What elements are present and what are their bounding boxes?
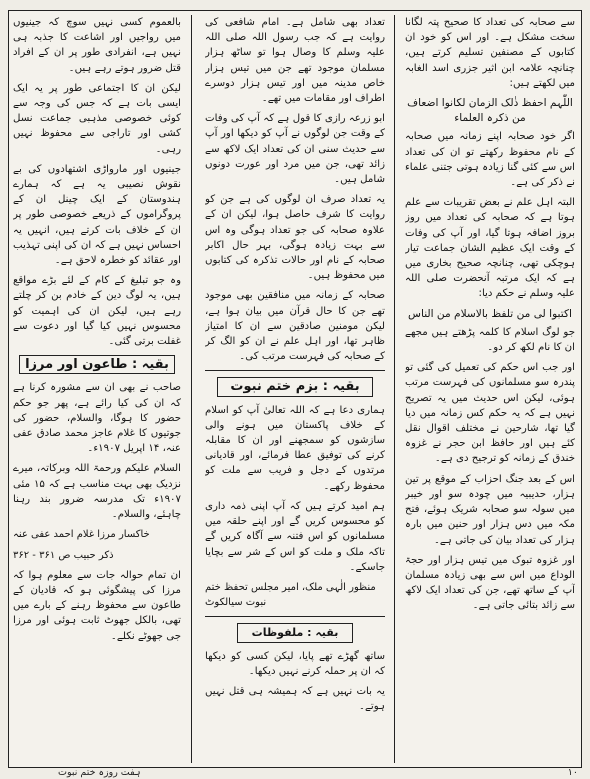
paragraph: تعداد بھی شامل ہے۔ امام شافعی کی روایت ہے کہ جب رسول اللہ صلی اللہ علیہ وسلم کا وصال ہوا تو ساٹھ ہزار مسلمان موجود تھے جن میں تیس ہزار خاص مدینہ میں اور تیس ہزار دوسرے اطراف اور مقامات میں تھے۔	[205, 17, 385, 105]
arabic-quote: اکتبوا لی من تلفظ بالاسلام من الناس	[408, 307, 572, 320]
paragraph: یہ تعداد صرف ان لوگوں کی ہے جن کو روایت کا شرف حاصل ہوا، لیکن ان کے علاوہ صحابہ کی جو تعداد ہوگی وہ اس سے بہت زیادہ ہوگی، بہر حال اکابر صحابہ کے نام اور حالات تذکرہ کی کتابوں میں محفوظ ہیں۔	[205, 194, 385, 282]
paragraph: السلام علیکم ورحمۃ اللہ وبرکاتہ، میرے نزدیک بھی بہت مناسب ہے کہ ۱۵ مئی ۱۹۰۷ء تک مدرسہ ضرور بند رہنا چاہئے، والسلام۔	[13, 463, 181, 521]
paragraph: ہم امید کرتے ہیں کہ آپ اپنی ذمہ داری کو محسوس کریں گے اور اپنے حلقہ میں مسلمانوں کو اس فتنہ سے آگاہ کریں گے تاکہ ملک و ملت کو اس کے شر سے بچایا جاسکے۔	[205, 500, 385, 573]
paragraph: جو لوگ اسلام کا کلمہ پڑھتے ہیں مجھے ان کا نام لکھ کر دو۔	[405, 326, 575, 354]
paragraph: جینیوں اور مارواڑی اشتھادوں کی بے نقوش نصیبی یہ ہے کہ ہمارے ہندوستان کے ایک چینل ان کے پروگراموں کے ذریعے خصوصی طور پر ان کے خلاف بات کرتے ہیں، انہیں یہ احساس نہیں ہے کہ ان کی اپنی تہذیب اور عقائد کو خطرہ لاحق ہے۔	[13, 163, 181, 267]
paragraph: ابو زرعہ رازی کا قول ہے کہ آپ کی وفات کے وقت جن لوگوں نے آپ کو دیکھا اور آپ سے حدیث سنی ان کی تعداد ایک لاکھ سے زائد تھی، جن میں مرد اور عورت دونوں شامل ہیں۔	[205, 113, 385, 186]
column-divider	[394, 15, 395, 763]
paragraph: بالعموم کسی نہیں سوچ کہ جینیوں میں رواجیں اور اشاعت کا جذبہ ہی نہیں ہے، انفرادی طور پر ان کے افراد قتل ضرور ہوتے رہے ہیں۔	[13, 17, 181, 74]
paragraph: یہ بات نہیں ہے کہ ہمیشہ ہی قتل نہیں ہوتے۔	[205, 685, 385, 713]
column-divider	[191, 15, 192, 763]
reference: ذکر حبیب ص ۳۶۱ - ۳۶۲	[13, 549, 114, 561]
section-heading-taoon: بقیہ : طاعون اور مرزا	[19, 355, 175, 374]
publication-name: ہفت روزہ ختم نبوت	[58, 767, 141, 778]
arabic-quote: اللّٰہم احفظ ذٰلک الزمان لکانوا اضعاف من ذکرہ العلماء	[407, 97, 573, 125]
paragraph: ان تمام حوالہ جات سے معلوم ہوا کہ مرزا کی پیشگوئی ہو کہ قادیان کے طاعون سے محفوظ رہنے کے بارے میں تھی، بالکل جھوٹ ثابت ہوئی اور مرزا جی جھوٹے نکلے۔	[13, 569, 181, 642]
section-heading-bazm: بقیہ : بزم ختم نبوت	[217, 377, 373, 396]
paragraph: البتہ اہل علم نے بعض تقریبات سے علم ہوتا ہے کہ صحابہ کی تعداد میں روز بروز اضافہ ہوتا گیا، اور آپ کی وفات کے وقت ایک عظیم الشان جماعت تیار ہوچکی تھی، چنانچہ صحیح بخاری میں ہے کہ ایک مرتبہ آنحضرت صلی اللہ علیہ وسلم نے حکم دیا:	[405, 197, 575, 300]
paragraph: صاحب نے بھی ان سے مشورہ کرنا ہے کہ ان کی کیا رائے ہے، پھر جو حکم حضور کا ہوگا، والسلام، حضور کی جوتیوں کا غلام عاجز محمد صادق عفی عنہ، ۱۴ اپریل ۱۹۰۷ء۔	[13, 382, 181, 455]
paragraph: اگر خود صحابہ اپنے زمانہ میں صحابہ کے نام محفوظ رکھتے تو ان کی تعداد اس سے کئی گنا زیادہ ہوتی جتنی علماء نے ذکر کی ہے۔	[405, 131, 575, 189]
signature: منظور الٰہی ملک، امیر مجلس تحفظ ختم نبوت سیالکوٹ	[205, 581, 376, 609]
page-frame	[8, 10, 582, 768]
paragraph: صحابہ کے زمانہ میں منافقین بھی موجود تھے جن کا حال قرآن میں بیان ہوا ہے، لیکن مومنین صادقین سے ان کا امتیاز ظاہر تھا، اور اہل علم نے ان کو الگ کر کے صحابہ کی فہرست مرتب کی۔	[205, 290, 385, 363]
section-heading-malfoozat: بقیہ : ملفوظات	[237, 623, 353, 642]
section-divider	[205, 616, 385, 617]
left-column	[13, 15, 181, 763]
paragraph: اور غزوہ تبوک میں تیس ہزار اور حجۃ الوداع میں اس سے بھی زیادہ مسلمان آپ کے ساتھ تھے، جن کی تعداد ایک لاکھ سے زائد بتائی جاتی ہے۔	[405, 554, 575, 612]
right-column	[405, 15, 575, 763]
paragraph: وہ جو تبلیغ کے کام کے لئے بڑے مواقع ہیں، یہ لوگ دین کے خادم بن کر چلتے رہے ہیں، لیکن ان کی اہمیت کو محسوس نہیں کیا گیا اور دعوت سے غفلت برتی گئی۔	[13, 275, 181, 348]
signature: خاکسار مرزا غلام احمد عفی عنہ	[13, 529, 150, 541]
paragraph: سے صحابہ کی تعداد کا صحیح پتہ لگانا سخت مشکل ہے۔ اور اس کو خود ان کتابوں کے مصنفین تسلیم کرتے ہیں، چنانچہ علامہ ابن اثیر جزری اسد الغابہ میں لکھتے ہیں:	[405, 17, 575, 89]
section-divider	[205, 370, 385, 371]
paragraph: اور جب اس حکم کی تعمیل کی گئی تو پندرہ سو مسلمانوں کی فہرست مرتب ہوئی، لیکن اس حدیث میں یہ تصریح نہیں ہے کہ یہ حکم کس زمانہ میں دیا گیا تھا، شارحین نے مختلف اقوال نقل کئے ہیں اور حافظ ابن حجر نے غزوہ خندق کے زمانہ کو ترجیح دی ہے۔	[405, 362, 575, 465]
paragraph: ہماری دعا ہے کہ اللہ تعالیٰ آپ کو اسلام کے خلاف پاکستان میں ہونے والی سازشوں کو سمجھنے اور ان کا مقابلہ کرنے کی توفیق عطا فرمائے، اور قادیانی مرتدوں کے دجل و فریب سے ملت کو محفوظ رکھے۔	[205, 404, 385, 492]
page-footer	[8, 768, 582, 778]
paragraph: لیکن ان کا اجتماعی طور پر یہ ایک ایسی بات ہے کہ جس کی وجہ سے کوئی خصوصی مذہبی جماعت نسل کشی اور تاراجی سے محفوظ نہیں رہی۔	[13, 82, 181, 155]
middle-column	[205, 15, 385, 763]
paragraph: ساتھ گھڑے تھے پایا، لیکن کسی کو دیکھا کہ ان پر حملہ کرنے نہیں دیکھا۔	[205, 650, 385, 677]
paragraph: اس کے بعد جنگ احزاب کے موقع پر تین ہزار، حدیبیہ میں چودہ سو اور خیبر میں سولہ سو صحابہ شریک ہوئے، فتح مکہ میں دس ہزار اور حنین میں بارہ ہزار کی تعداد بیان کی جاتی ہے۔	[405, 473, 575, 546]
page-number: ۱۰	[567, 767, 578, 778]
